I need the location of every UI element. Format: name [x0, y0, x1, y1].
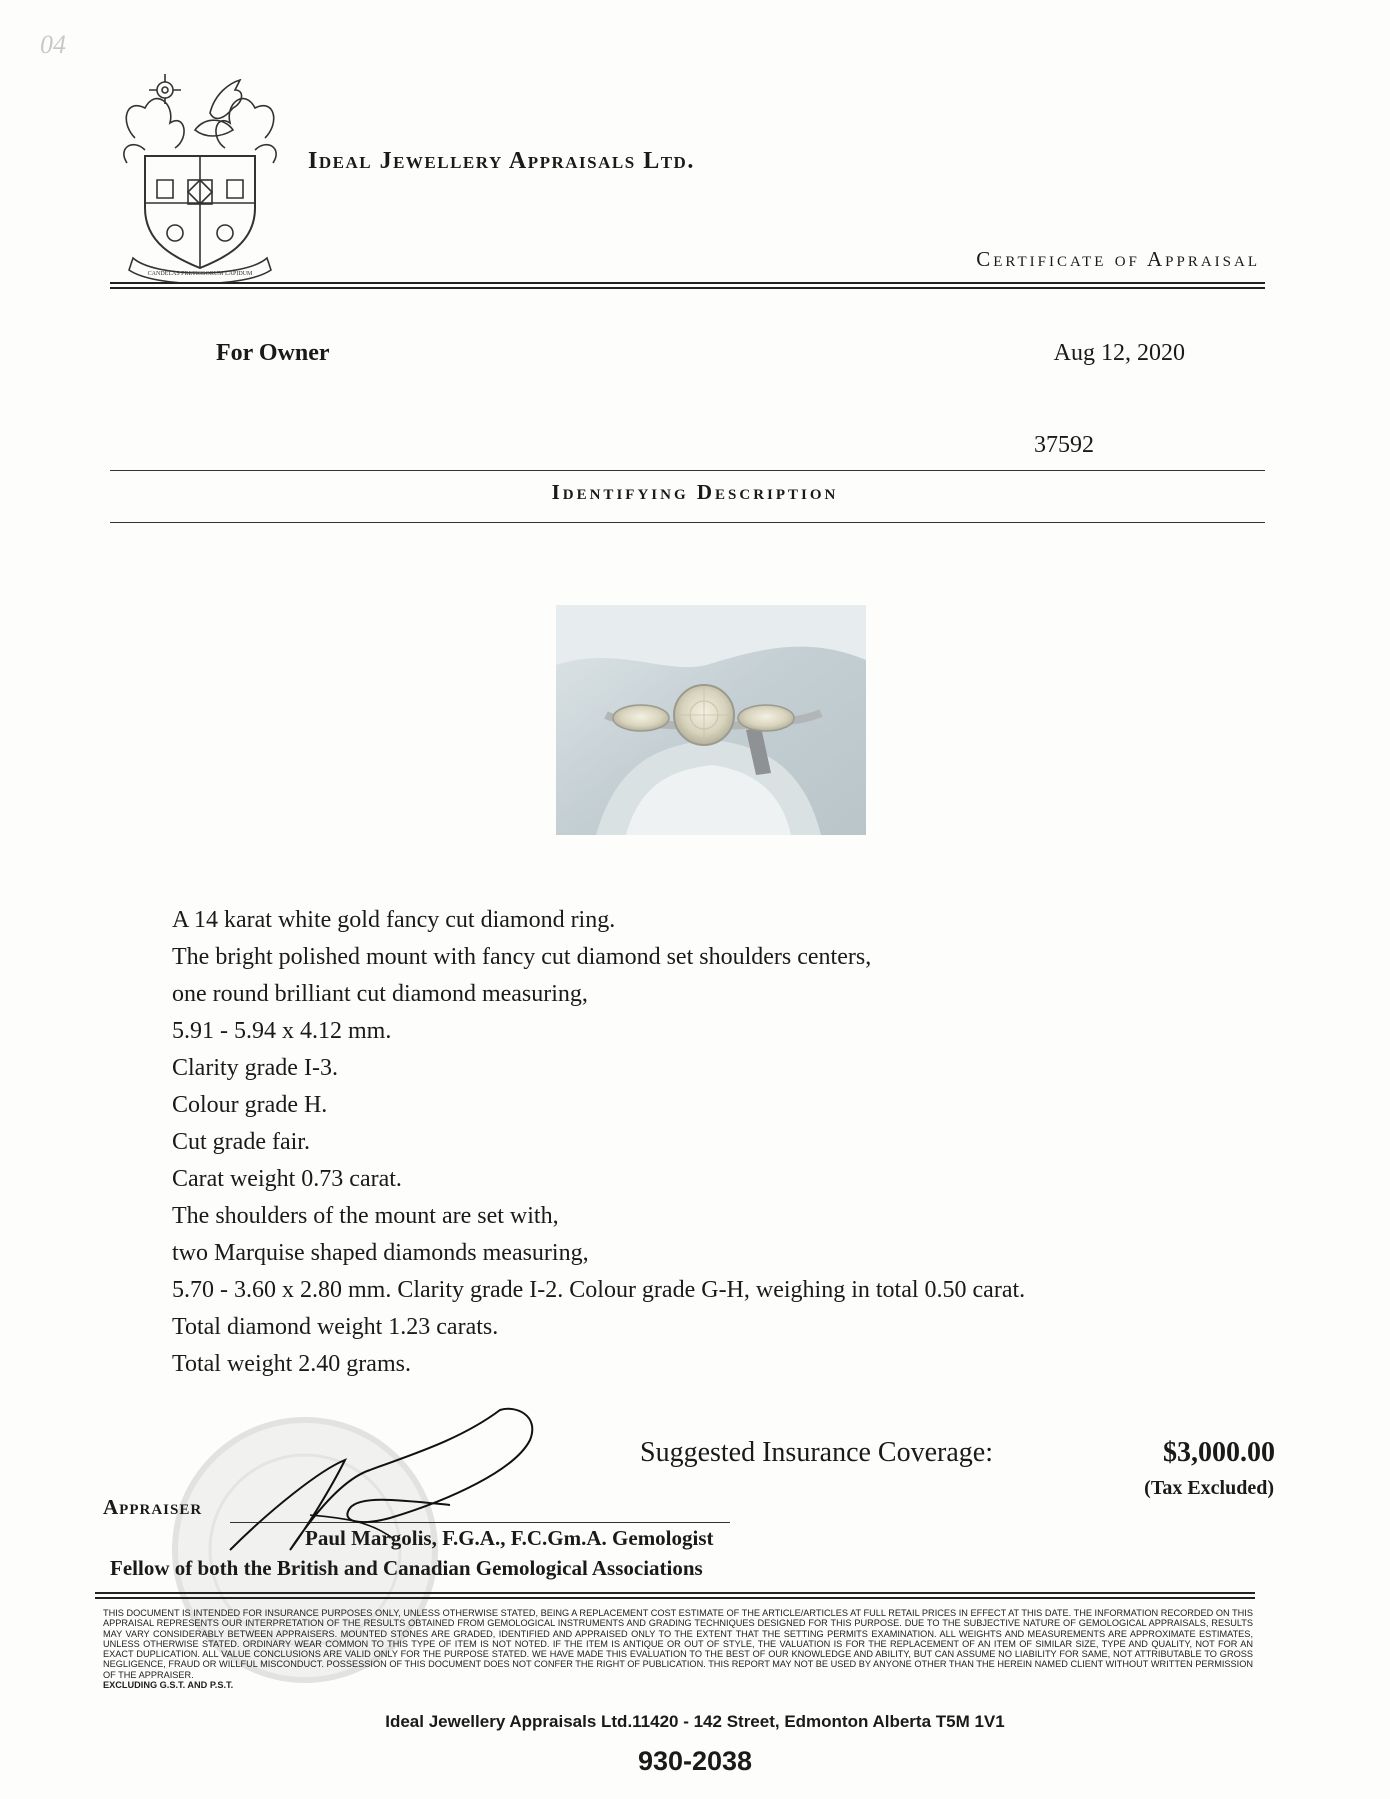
disclaimer-divider-bottom [95, 1597, 1255, 1599]
appraiser-name: Paul Margolis, F.G.A., F.C.Gm.A. Gemologist [305, 1526, 714, 1550]
section-divider-top [110, 470, 1265, 471]
description-line: 5.91 - 5.94 x 4.12 mm. [172, 1018, 392, 1044]
disclaimer-text: THIS DOCUMENT IS INTENDED FOR INSURANCE PURPOSES ONLY, UNLESS OTHERWISE STATED, BEING A REPLACEMENT COST ESTIMATE OF THE ARTICLE/ARTICLES AT FULL RETAIL PRICES IN EFFECT AT THIS DATE. THE INFORMATION RECORDED ON THIS APPRAISAL REPRESENTS OUR INTERPRETATION OF THE RESULTS OBTAINED FROM GEMOLOGICAL INSTRUMENTS AND GRADING TECHNIQUES DESIGNED FOR THIS PURPOSE. DUE TO THE SUBJECTIVE NATURE OF GEMOLOGICAL APPRAISALS, RESULTS MAY VARY CONSIDERABLY BETWEEN APPRAISERS. MOUNTED STONES ARE GRADED, IDENTIFIED AND APPRAISED ONLY TO THE EXTENT THAT THE SETTING PERMITS EXAMINATION. ALL WEIGHTS AND MEASUREMENTS ARE APPROXIMATE ESTIMATES, UNLESS OTHERWISE STATED. ORDINARY WEAR COMMON TO THIS TYPE OF ITEM IS NOT NOTED. IF THE ITEM IS ANTIQUE OR OUT OF STYLE, THE VALUATION IS FOR THE REPLACEMENT OF AN ITEM OF SIMILAR SIZE, TYPE AND QUALITY, NOT FOR AN EXACT DUPLICATION. ALL VALUE CONCLUSIONS ARE VALID ONLY FOR THE PURPOSE STATED. WE HAVE MADE THIS EVALUATION TO THE BEST OF OUR KNOWLEDGE AND ABILITY, BUT CAN ASSUME NO LIABILITY FOR SAME, NOT ATTRIBUTABLE TO GROSS NEGLIGENCE, FRAUD OR WILLFUL MISCONDUCT. POSSESSION OF THIS DOCUMENT DOES NOT CONFER THE RIGHT OF PUBLICATION. THIS REPORT MAY NOT BE USED BY ANYONE OTHER THAN THE HEREIN NAMED CLIENT WITHOUT WRITTEN PERMISSION OF THE APPRAISER. [103, 1608, 1253, 1680]
footer-phone: 930-2038 [637, 1746, 753, 1776]
insurance-coverage-value: $3,000.00 [1163, 1437, 1275, 1468]
tax-excluded-note: (Tax Excluded) [1144, 1477, 1274, 1499]
description-line: Carat weight 0.73 carat. [172, 1166, 402, 1192]
footer-address: Ideal Jewellery Appraisals Ltd.11420 - 142 Street, Edmonton Alberta T5M 1V1 [385, 1712, 1005, 1731]
ring-photo [556, 605, 866, 835]
description-line: two Marquise shaped diamonds measuring, [172, 1240, 589, 1266]
margin-pencil-mark: 04 [40, 30, 66, 59]
certificate-title: Certificate of Appraisal [976, 247, 1260, 271]
description-line: The shoulders of the mount are set with, [172, 1203, 559, 1229]
reference-number: 37592 [1034, 432, 1094, 458]
section-divider-bottom [110, 522, 1265, 523]
description-line: The bright polished mount with fancy cut diamond set shoulders centers, [172, 944, 872, 970]
description-line: Total diamond weight 1.23 carats. [172, 1314, 499, 1340]
appraiser-fellowship: Fellow of both the British and Canadian Gemological Associations [110, 1556, 703, 1580]
description-list [172, 902, 1025, 1383]
section-title: Identifying Description [551, 480, 839, 504]
coat-of-arms-icon [115, 68, 285, 283]
legal-disclaimer [103, 1608, 1253, 1690]
disclaimer-divider-top [95, 1592, 1255, 1594]
appraisal-date: Aug 12, 2020 [1053, 340, 1185, 366]
description-line: Clarity grade I-3. [172, 1055, 338, 1081]
crest-motto: CANDELAS PRETIOSORUM LAPIDUM [147, 271, 253, 277]
description-line: Total weight 2.40 grams. [172, 1351, 411, 1377]
insurance-coverage-label: Suggested Insurance Coverage: [640, 1437, 993, 1468]
company-name: Ideal Jewellery Appraisals Ltd. [308, 148, 695, 174]
description-line: A 14 karat white gold fancy cut diamond ring. [172, 907, 616, 933]
owner-label: For Owner [216, 340, 330, 366]
description-line: one round brilliant cut diamond measuring, [172, 981, 588, 1007]
header-divider-bottom [110, 287, 1265, 289]
header-divider-top [110, 282, 1265, 284]
description-line: Colour grade H. [172, 1092, 328, 1118]
disclaimer-tax-note: EXCLUDING G.S.T. AND P.S.T. [103, 1680, 234, 1691]
appraiser-label: Appraiser [103, 1495, 203, 1519]
description-line: 5.70 - 3.60 x 2.80 mm. Clarity grade I-2. Colour grade G-H, weighing in total 0.50 carat. [172, 1277, 1026, 1303]
description-line: Cut grade fair. [172, 1129, 310, 1155]
